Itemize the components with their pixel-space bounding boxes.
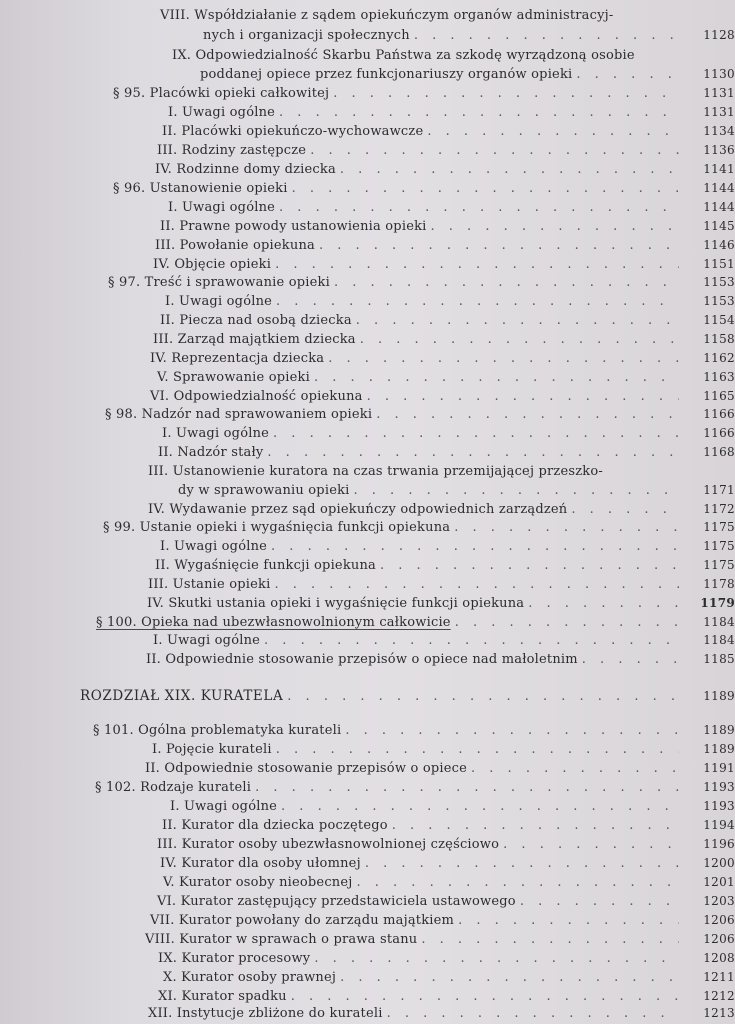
toc-entry [0,835,735,854]
dot-leader [392,816,679,835]
toc-entry-label: I. Uwagi ogólne [153,633,261,648]
dot-leader [274,575,679,594]
toc-entry-page: 1162 [703,351,735,365]
dot-leader [471,759,679,778]
toc-entry-label: IV. Wydawanie przez sąd opiekuńczy odpowiednich zarządzeń [148,502,568,517]
toc-entry [0,198,735,217]
toc-entry [0,443,735,462]
toc-entry-page: 1179 [700,596,735,610]
toc-entry-page: 1191 [703,761,735,775]
toc-entry [0,255,735,274]
toc-entry [0,613,735,632]
dot-leader [328,349,679,368]
toc-entry-label: dy w sprawowaniu opieki [178,483,350,498]
toc-entry-label: IV. Kurator dla osoby ułomnej [160,856,361,871]
toc-entry-page: 1194 [703,818,735,832]
dot-leader [414,26,679,45]
dot-leader [267,443,679,462]
dot-leader [276,740,679,759]
toc-entry-page: 1146 [703,238,735,252]
toc-entry-page: 1153 [703,294,735,308]
dot-leader [387,1004,679,1023]
toc-entry-label: ROZDZIAŁ XIX. KURATELA [80,688,284,704]
toc-entry-page: 1201 [703,875,735,889]
dot-leader [528,594,679,613]
toc-entry-page: 1196 [703,837,735,851]
toc-entry-label: VI. Kurator zastępujący przedstawiciela ustawowego [157,894,516,909]
toc-entry-label: I. Uwagi ogólne [165,294,273,309]
toc-entry-label: II. Odpowiednie stosowanie przepisów o opiece nad małoletnim [146,652,578,667]
toc-entry-label: § 98. Nadzór nad sprawowaniem opieki [105,407,373,422]
toc-entry [0,368,735,387]
toc-entry-label: X. Kurator osoby prawnej [163,970,337,985]
toc-entry-label: poddanej opiece przez funkcjonariuszy organów opieki [200,67,573,82]
toc-entry-page: 1163 [703,370,735,384]
toc-entry [0,330,735,349]
toc-entry [0,650,735,669]
toc-entry-page: 1184 [703,633,735,647]
toc-entry [0,6,735,25]
toc-entry-label: IX. Odpowiedzialność Skarbu Państwa za szkodę wyrządzoną osobie [172,48,635,63]
toc-entry [0,46,735,65]
toc-entry-page: 1166 [703,426,735,440]
toc-entry-label: § 100. Opieka nad ubezwłasnowolnionym całkowicie [96,615,451,630]
toc-entry-label: III. Zarząd majątkiem dziecka [153,332,356,347]
toc-entry-page: 1189 [703,689,735,703]
toc-entry-label: § 102. Rodzaje kurateli [95,780,252,795]
dot-leader [292,179,679,198]
toc-entry-page: 1193 [703,780,735,794]
toc-entry-page: 1185 [703,652,735,666]
toc-entry-label: § 101. Ogólna problematyka kurateli [93,723,342,738]
toc-entry-label: I. Uwagi ogólne [168,105,276,120]
dot-leader [357,873,679,892]
toc-entry-page: 1151 [703,257,735,271]
dot-leader [276,292,679,311]
toc-entry-label: I. Uwagi ogólne [160,539,268,554]
dot-leader [310,141,679,160]
toc-entry-label: III. Powołanie opiekuna [155,238,315,253]
toc-entry [0,892,735,911]
dot-leader [314,949,679,968]
dot-leader [360,330,679,349]
toc-entry [0,273,735,292]
toc-entry-page: 1136 [703,143,735,157]
toc-entry-page: 1175 [703,520,735,534]
toc-entry-label: nych i organizacji społecznych [203,28,410,43]
toc-entry [0,594,735,613]
toc-entry-page: 1184 [703,615,735,629]
toc-entry-label: IX. Kurator procesowy [158,951,311,966]
toc-entry-label: IV. Objęcie opieki [153,257,272,272]
dot-leader [319,236,679,255]
toc-entry-label: § 99. Ustanie opieki i wygaśnięcia funkcji opiekuna [103,520,451,535]
toc-entry-page: 1213 [703,1006,735,1020]
toc-entry-page: 1131 [703,86,735,100]
toc-entry [0,740,735,759]
toc-entry-page: 1141 [703,162,735,176]
toc-entry [0,84,735,103]
toc-entry [0,311,735,330]
toc-entry-label: II. Prawne powody ustanowienia opieki [160,219,427,234]
toc-entry [0,1004,735,1023]
dot-leader [520,892,679,911]
dot-leader [275,255,679,274]
toc-entry-label: III. Ustanie opieki [148,577,271,592]
dot-leader [576,65,679,84]
toc-entry-page: 1144 [703,200,735,214]
toc-entry-page: 1175 [703,539,735,553]
dot-leader [255,778,679,797]
toc-entry [0,537,735,556]
dot-leader [431,217,679,236]
dot-leader [333,84,679,103]
toc-entry [0,26,735,45]
toc-entry [0,575,735,594]
toc-entry-page: 1206 [703,913,735,927]
dot-leader [571,500,679,519]
dot-leader [281,797,679,816]
toc-entry-label: III. Rodziny zastępcze [157,143,307,158]
toc-entry [0,217,735,236]
toc-entry-page: 1154 [703,313,735,327]
toc-entry-page: 1208 [703,951,735,965]
toc-entry [0,816,735,835]
toc-entry [0,481,735,500]
toc-entry-label: II. Kurator dla dziecka poczętego [162,818,388,833]
dot-leader [354,481,679,500]
toc-entry [0,292,735,311]
toc-entry-label: IV. Skutki ustania opieki i wygaśnięcie funkcji opiekuna [147,596,525,611]
dot-leader [340,968,679,987]
toc-entry-label: § 96. Ustanowienie opieki [113,181,288,196]
toc-entry [0,911,735,930]
dot-leader [340,160,679,179]
toc-entry-label: VIII. Kurator w sprawach o prawa stanu [145,932,418,947]
toc-entry-page: 1206 [703,932,735,946]
toc-entry [0,873,735,892]
toc-entry-page: 1165 [703,389,735,403]
toc-entry-page: 1172 [703,502,735,516]
toc-chapter-heading [0,687,735,706]
toc-entry-label: I. Uwagi ogólne [162,426,270,441]
dot-leader [421,930,679,949]
toc-entry-label: IV. Rodzinne domy dziecka [155,162,336,177]
toc-entry-page: 1175 [703,558,735,572]
toc-entry [0,349,735,368]
toc-entry-label: XI. Kurator spadku [158,989,287,1004]
dot-leader [264,631,679,650]
toc-entry-page: 1189 [703,742,735,756]
toc-entry-page: 1130 [703,67,735,81]
toc-entry [0,778,735,797]
toc-entry-page: 1145 [703,219,735,233]
toc-entry [0,518,735,537]
toc-entry-label: § 95. Placówki opieki całkowitej [113,86,330,101]
toc-entry-label: V. Kurator osoby nieobecnej [163,875,353,890]
toc-entry-page: 1158 [703,332,735,346]
toc-entry [0,500,735,519]
toc-entry-label: § 97. Treść i sprawowanie opieki [108,275,330,290]
dot-leader [365,854,679,873]
dot-leader [279,103,679,122]
toc-entry-label: VI. Odpowiedzialność opiekuna [150,389,363,404]
toc-entry [0,103,735,122]
toc-entry [0,405,735,424]
toc-entry-page: 1212 [703,989,735,1003]
toc-entry-page: 1166 [703,407,735,421]
toc-entry-label: II. Nadzór stały [158,445,264,460]
toc-entry [0,631,735,650]
toc-entry-page: 1171 [703,483,735,497]
toc-entry-label: IV. Reprezentacja dziecka [150,351,325,366]
toc-entry-label: III. Ustanowienie kuratora na czas trwania przemijającej przeszko- [148,464,603,479]
toc-entry-page: 1189 [703,723,735,737]
dot-leader [458,911,679,930]
toc-entry [0,930,735,949]
toc-entry [0,854,735,873]
toc-entry [0,179,735,198]
toc-entry-label: XII. Instytucje zbliżone do kurateli [148,1006,383,1021]
toc-entry [0,949,735,968]
toc-entry-page: 1153 [703,275,735,289]
dot-leader [279,198,679,217]
dot-leader [314,368,679,387]
toc-entry [0,797,735,816]
dot-leader [376,405,679,424]
dot-leader [503,835,679,854]
toc-entry-label: III. Kurator osoby ubezwłasnowolnionej częściowo [157,837,500,852]
toc-entry-label: II. Piecza nad osobą dziecka [160,313,352,328]
toc-entry-label: II. Placówki opiekuńczo-wychowawcze [162,124,424,139]
dot-leader [427,122,679,141]
dot-leader [287,687,679,706]
toc-entry [0,65,735,84]
toc-entry-page: 1178 [703,577,735,591]
toc-entry-page: 1131 [703,105,735,119]
toc-entry-label: VII. Kurator powołany do zarządu majątkiem [150,913,455,928]
toc-entry-label: II. Wygaśnięcie funkcji opiekuna [155,558,376,573]
toc-entry [0,160,735,179]
dot-leader [455,613,679,632]
toc-entry [0,968,735,987]
toc-entry-page: 1128 [703,28,735,42]
toc-entry-label: II. Odpowiednie stosowanie przepisów o opiece [145,761,468,776]
toc-entry [0,556,735,575]
toc-entry-label: V. Sprawowanie opieki [157,370,310,385]
dot-leader [367,387,679,406]
toc-entry-label: I. Uwagi ogólne [168,200,276,215]
dot-leader [273,424,679,443]
toc-entry [0,122,735,141]
dot-leader [380,556,679,575]
toc-entry-page: 1200 [703,856,735,870]
toc-entry [0,462,735,481]
dot-leader [345,721,679,740]
toc-entry-label: VIII. Współdziałanie z sądem opiekuńczym organów administracyj- [160,8,614,23]
toc-entry [0,721,735,740]
toc-entry [0,387,735,406]
toc-entry-label: I. Uwagi ogólne [170,799,278,814]
toc-entry-label: I. Pojęcie kurateli [152,742,272,757]
toc-entry-page: 1168 [703,445,735,459]
dot-leader [334,273,679,292]
dot-leader [356,311,679,330]
toc-entry [0,759,735,778]
toc-entry-page: 1193 [703,799,735,813]
toc-entry-page: 1144 [703,181,735,195]
dot-leader [454,518,679,537]
toc-entry-page: 1211 [703,970,735,984]
toc-entry-page: 1134 [703,124,735,138]
toc-entry [0,141,735,160]
toc-entry-page: 1203 [703,894,735,908]
dot-leader [582,650,679,669]
toc-entry [0,236,735,255]
toc-entry [0,424,735,443]
dot-leader [271,537,679,556]
